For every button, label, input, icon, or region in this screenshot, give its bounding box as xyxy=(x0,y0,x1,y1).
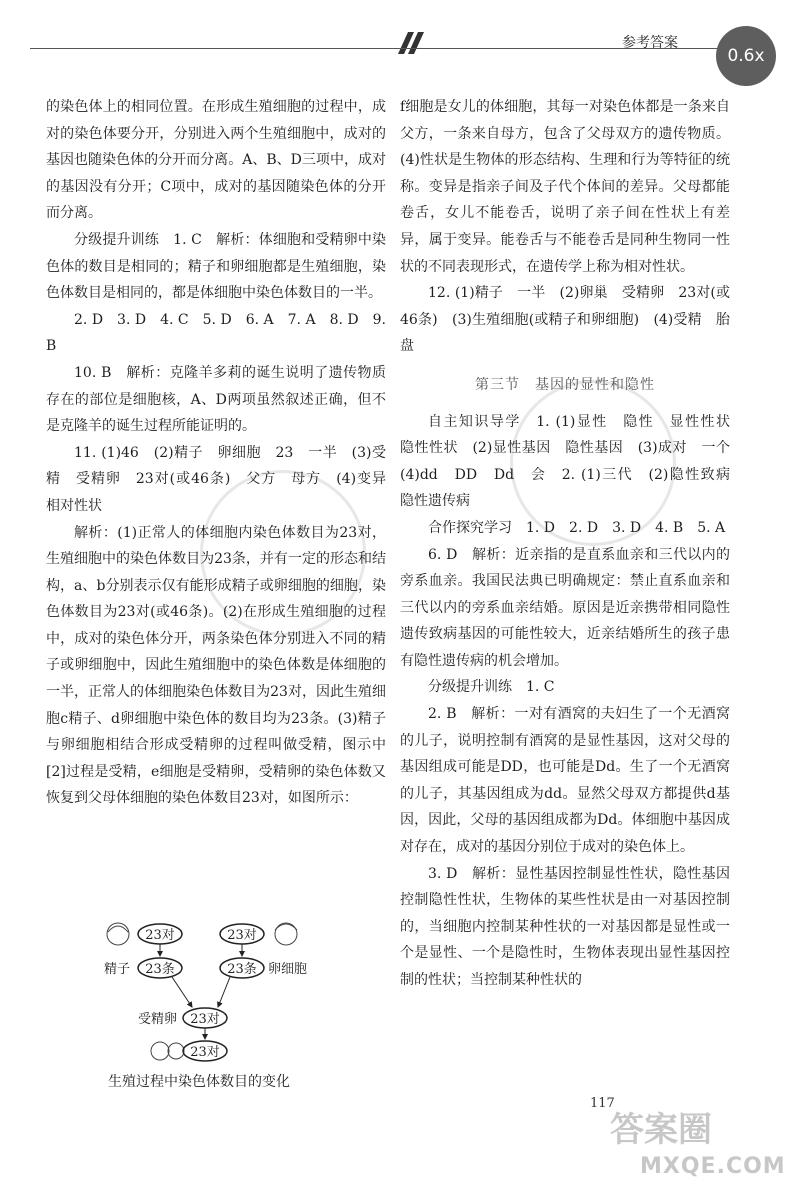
left-column xyxy=(46,94,400,812)
page-number: 117 xyxy=(590,1096,615,1111)
person-icon xyxy=(275,923,297,945)
paragraph: 解析：(1)正常人的体细胞内染色体数目为23对，生殖细胞中的染色体数目为23条，并有一定的形态和结构，a、b分别表示仅有能形成精子或卵细胞的细胞，染色体数目为23对(或46条)。(2)在形成生殖细胞的过程中，成对的染色体分开，两条染色体分别进入不同的精子或卵细胞中，因此生殖细胞中的染色体数是体细胞的一半，正常人的体细胞染色体数目为23对，因此生殖细胞c精子、d卵细胞中染色体的数目均为23条。(3)精子与卵细胞相结合形成受精卵的过程叫做受精，图示中[2]过程是受精，e细胞是受精卵，受精卵的染色体数又恢复到父母体细胞的染色体数目23对，如图所示： xyxy=(46,524,386,807)
paragraph: 的染色体上的相同位置。在形成生殖细胞的过程中，成对的染色体要分开，分别进入两个生殖细胞中，成对的基因也随染色体的分开而分离。A、B、D三项中，成对的基因没有分开；C项中，成对的基因随染色体的分开而分离。 xyxy=(46,99,386,222)
watermark-logo: 答案圈 xyxy=(610,1110,712,1150)
baby-icon xyxy=(151,1042,184,1060)
diagram-label: 23对 xyxy=(227,928,257,943)
right-column xyxy=(400,94,744,994)
egg-label: 卵细胞 xyxy=(268,962,308,977)
diagram-label: 23对 xyxy=(190,1012,220,1027)
section-title: 第三节 基因的显性和隐性 xyxy=(475,376,655,393)
paragraph: 10. B 解析：克隆羊多莉的诞生说明了遗传物质存在的部位是细胞核，A、D两项虽然叙述正确，但不是克隆羊的诞生过程所能证明的。 xyxy=(46,364,386,435)
zygote-label: 受精卵 xyxy=(138,1012,178,1027)
diagram-label: 23对 xyxy=(190,1045,220,1060)
header-decoration-icon xyxy=(388,32,428,54)
watermark-url: MXQE.COM xyxy=(640,1154,786,1179)
zoom-level-button[interactable]: 0.6x xyxy=(716,26,776,86)
paragraph: 合作探究学习 1. D 2. D 3. D 4. B 5. A xyxy=(428,519,726,536)
diagram-label: 23条 xyxy=(227,962,257,977)
diagram-label: 23条 xyxy=(145,962,175,977)
paragraph: 自主知识导学 1. (1)显性 隐性 显性性状 隐性性状 (2)显性基因 隐性基因 (3)成对 一个 (4)dd DD Dd 会 2. (1)三代 (2)隐性致病 隐性遗传病 xyxy=(400,413,744,510)
paragraph: 12. (1)精子 一半 (2)卵巢 受精卵 23对(或46条) (3)生殖细胞(或精子和卵细胞) (4)受精 胎盘 xyxy=(400,285,730,355)
paragraph: 11. (1)46 (2)精子 卵细胞 23 一半 (3)受精 受精卵 23对(或46条) 父方 母方 (4)变异 相对性状 xyxy=(46,444,400,514)
sperm-label: 精子 xyxy=(104,962,131,977)
paragraph: f细胞是女儿的体细胞，其每一对染色体都是一条来自父方，一条来自母方，包含了父母双方的遗传物质。(4)性状是生物体的形态结构、生理和行为等特征的统称。变异是指亲子间及子代个体间的差异。父母都能卷舌，女儿不能卷舌，说明了亲子间在性状上有差异，属于变异。能卷舌与不能卷舌是同种生物同一性状的不同表现形式，在遗传学上称为相对性状。 xyxy=(400,99,730,275)
paragraph: 分级提升训练 1. C 解析：体细胞和受精卵中染色体的数目是相同的；精子和卵细胞都是生殖细胞，染色体数目是相同的，都是体细胞中染色体数目的一半。 xyxy=(46,231,386,302)
header-title: 参考答案 xyxy=(622,35,678,51)
paragraph: 2. B 解析：一对有酒窝的夫妇生了一个无酒窝的儿子，说明控制有酒窝的是显性基因，这对父母的基因组成可能是DD，也可能是Dd。生了一个无酒窝的儿子，其基因组成为dd。显然父母双方都提供d基因，因此，父母的基因组成都为Dd。体细胞中基因成对存在，成对的基因分别位于成对的染色体上。 xyxy=(400,706,730,856)
figure-caption: 生殖过程中染色体数目的变化 xyxy=(108,1074,290,1090)
paragraph: 2. D 3. D 4. C 5. D 6. A 7. A 8. D 9. B xyxy=(46,311,386,355)
diagram-label: 23对 xyxy=(145,928,175,943)
chromosome-diagram xyxy=(100,918,340,1093)
paragraph: 6. D 解析：近亲指的是直系血亲和三代以内的旁系血亲。我国民法典已明确规定：禁止直系血亲和三代以内的旁系血亲结婚。原因是近亲携带相同隐性遗传致病基因的可能性较大，近亲结婚所生的孩子患有隐性遗传病的机会增加。 xyxy=(400,546,730,669)
person-icon xyxy=(107,923,129,945)
paragraph: 3. D 解析：显性基因控制显性性状，隐性基因控制隐性性状，生物体的某些性状是由一对基因控制的，当细胞内控制某种性状的一对基因都是显性或一个是显性、一个是隐性时，生物体表现出显性基因控制的性状；当控制某种性状的 xyxy=(400,865,730,988)
paragraph: 分级提升训练 1. C xyxy=(428,679,555,696)
